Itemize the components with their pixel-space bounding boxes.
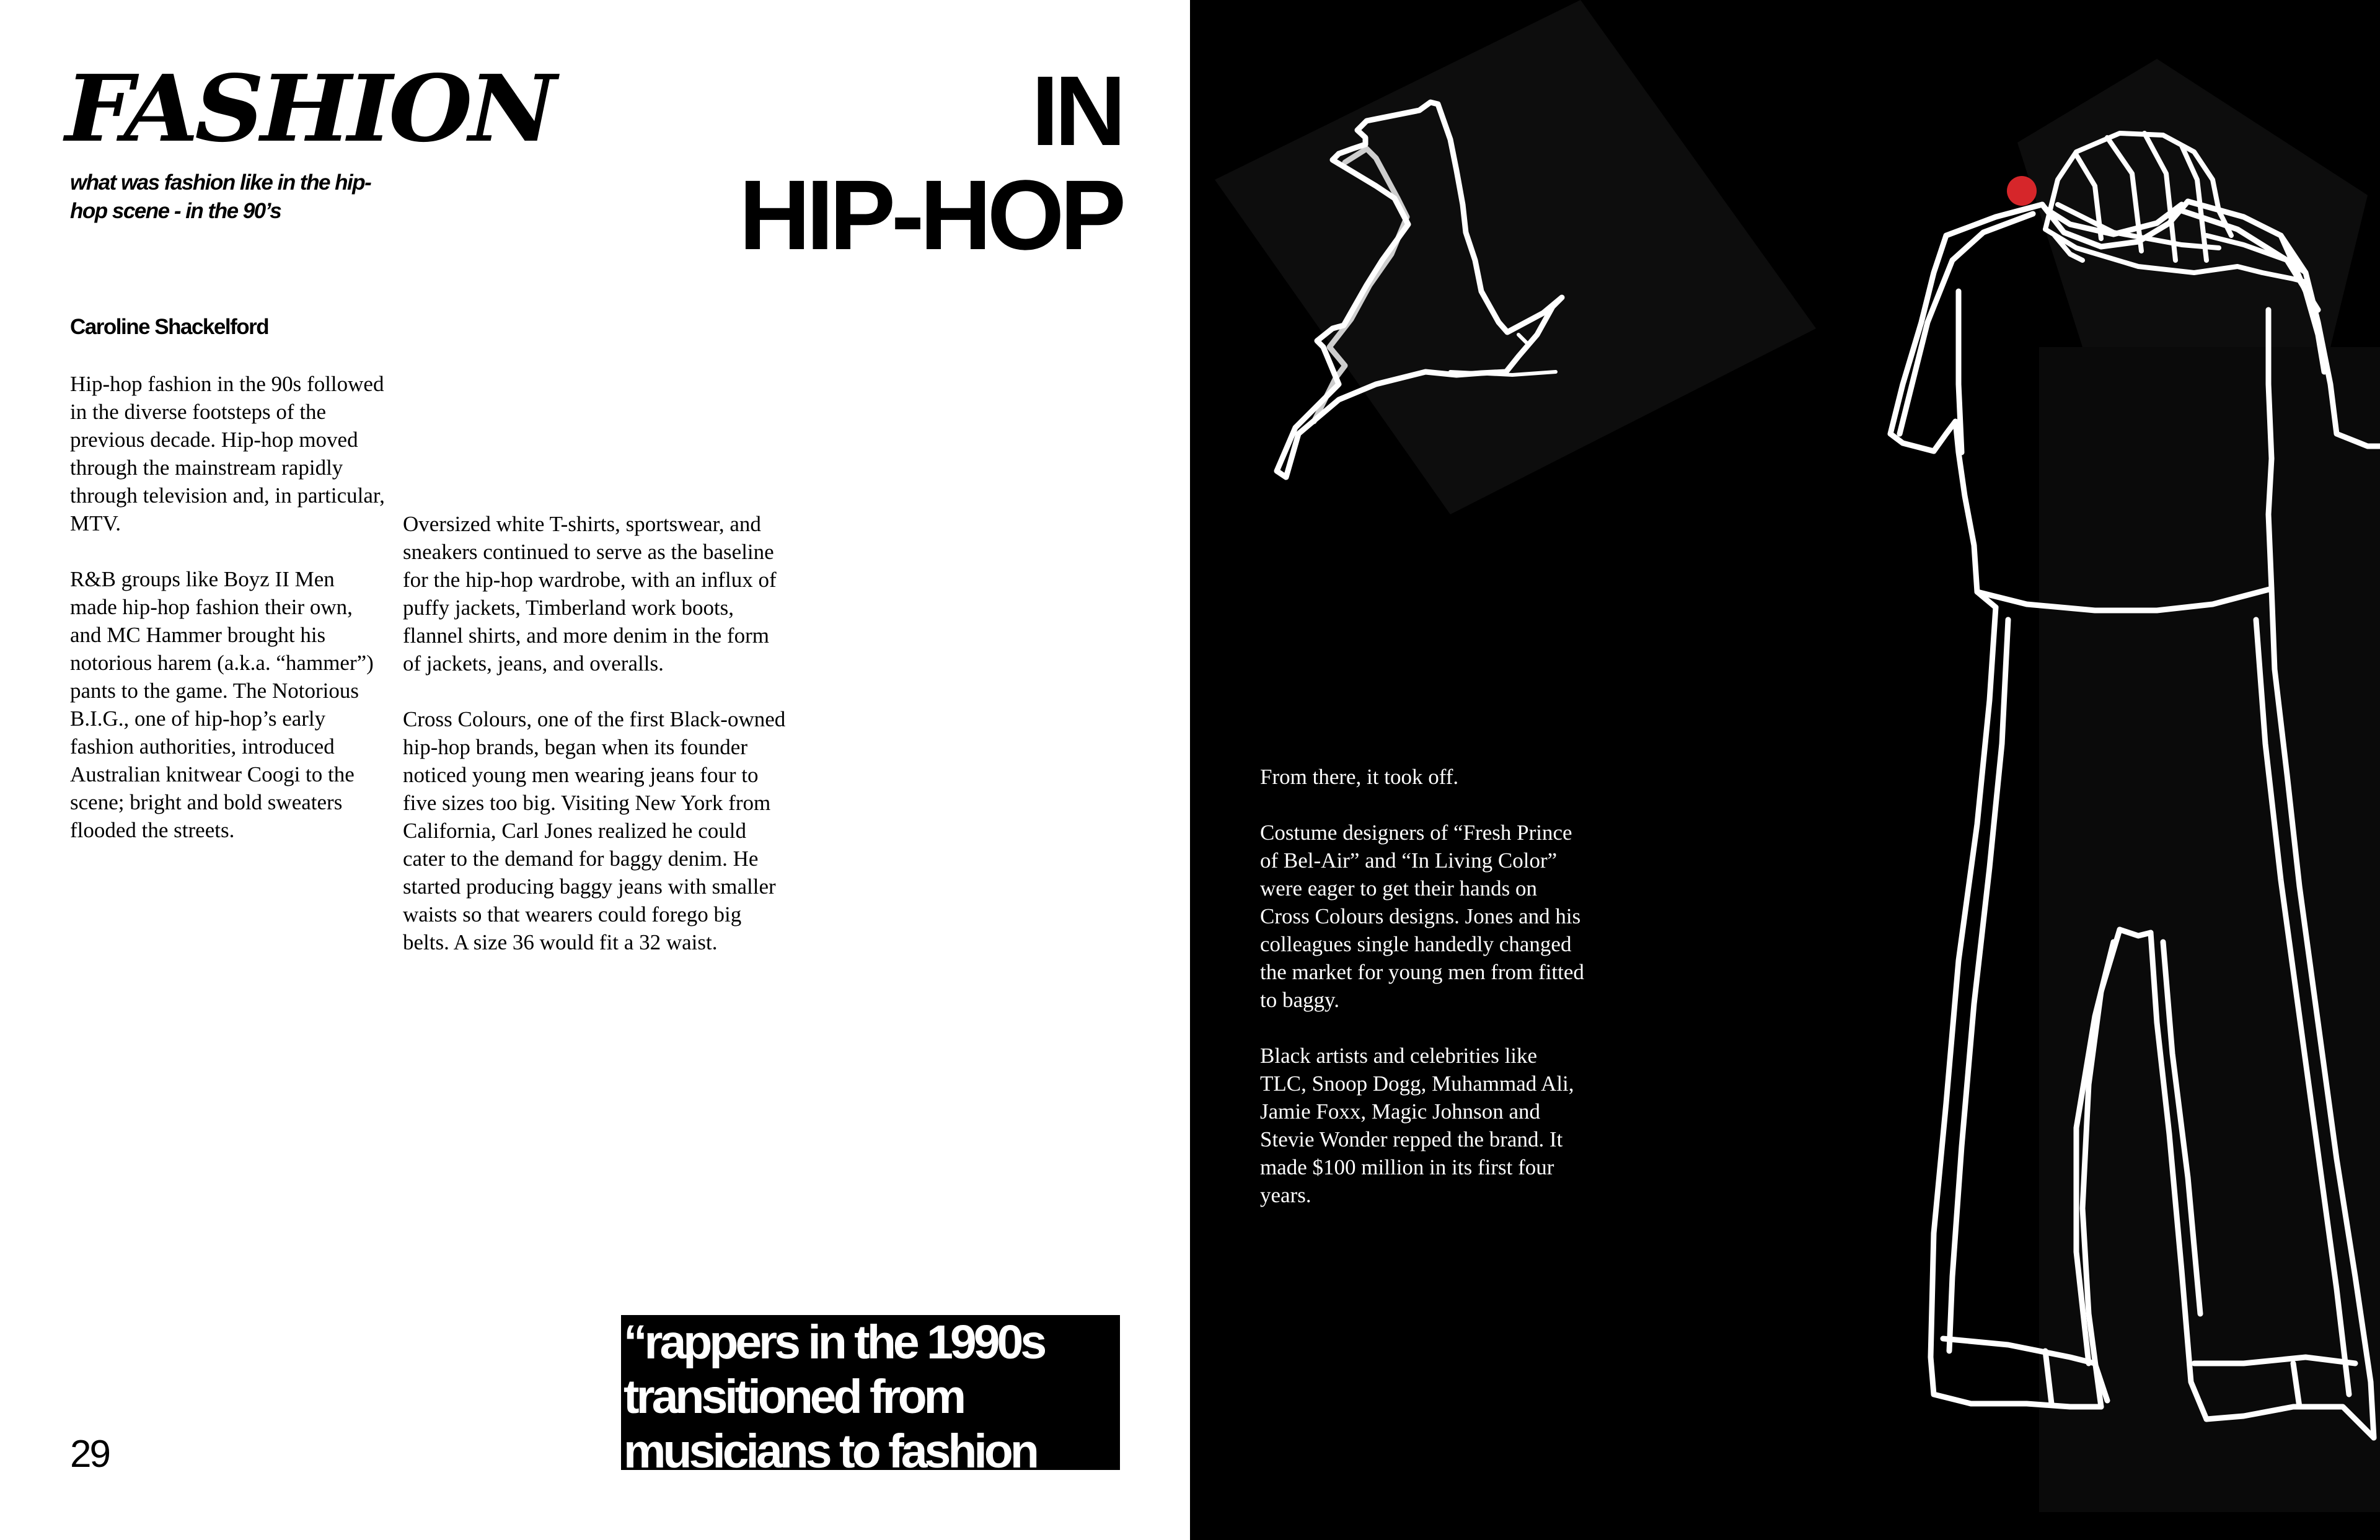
paragraph: From there, it took off. bbox=[1260, 765, 1459, 789]
title-line-hiphop: HIP-HOP bbox=[739, 159, 1122, 270]
right-page bbox=[1190, 0, 2380, 1540]
page-number: 29 bbox=[70, 1433, 109, 1476]
map-panel bbox=[1215, 0, 1816, 514]
pull-quote: “rappers in the 1990s transitioned from musicians to fashion trailblazers” bbox=[621, 1315, 1120, 1470]
article-column-1 bbox=[70, 370, 386, 872]
map-location-dot bbox=[2007, 176, 2037, 206]
paragraph: Costume designers of “Fresh Prince of Bel-Air” and “In Living Color” were eager to get their hands on Cross Colours designs. Jones and his colleagues single handedly changed the market for young men from fitted to baggy. bbox=[1260, 821, 1584, 1012]
paragraph: Hip-hop fashion in the 90s followed in the diverse footsteps of the previous decade. Hip-hop moved through the mainstream rapidly through television and, in particular, MTV. bbox=[70, 372, 385, 535]
paragraph: Black artists and celebrities like TLC, Snoop Dogg, Muhammad Ali, Jamie Foxx, Magic Johnson and Stevie Wonder repped the brand. It made $100 million in its first four years. bbox=[1260, 1044, 1574, 1207]
paragraph: R&B groups like Boyz II Men made hip-hop fashion their own, and MC Hammer brought his notorious harem (a.k.a. “hammer”) pants to the game. The Notorious B.I.G., one of hip-hop’s early fashion authorities, introduced Australian knitwear Coogi to the scene; bright and bold sweaters flooded the streets. bbox=[70, 567, 374, 842]
subtitle: what was fashion like in the hip-hop scene - in the 90’s bbox=[70, 170, 371, 223]
title-line-in: IN bbox=[1031, 55, 1122, 166]
article-column-2 bbox=[403, 510, 787, 984]
paragraph: Cross Colours, one of the first Black-owned hip-hop brands, began when its founder noticed young men wearing jeans four to five sizes too big. Visiting New York from California, Carl Jones realized he could cater to the demand for baggy denim. He started producing baggy jeans with smaller waists so that wearers could forego big belts. A size 36 would fit a 32 waist. bbox=[403, 707, 786, 954]
fashion-heading: FASHION bbox=[65, 55, 553, 162]
article-column-3 bbox=[1260, 763, 1589, 1237]
paragraph: Oversized white T-shirts, sportswear, and sneakers continued to serve as the baseline for the hip-hop wardrobe, with an influx of puffy jackets, Timberland work boots, flannel shirts, and more denim in the form of jackets, jeans, and overalls. bbox=[403, 512, 777, 675]
author-byline: Caroline Shackelford bbox=[70, 315, 269, 339]
page-title bbox=[682, 55, 1122, 270]
